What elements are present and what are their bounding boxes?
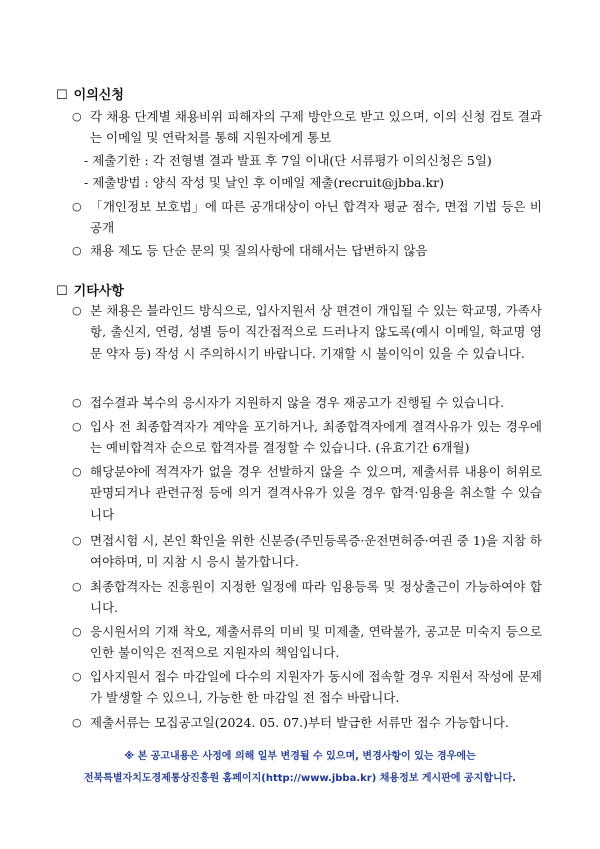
list-item (72, 416, 542, 459)
sub-item: - 제출기한 : 각 전형별 결과 발표 후 7일 이내(단 서류평가 이의신청은 5일) (84, 153, 492, 168)
list-item (72, 392, 542, 413)
bullet-icon: ○ (72, 396, 82, 409)
section-title-objection (56, 84, 124, 103)
list-item-text: 채용 제도 등 단순 문의 및 질의사항에 대해서는 답변하지 않음 (90, 243, 428, 258)
list-item (72, 712, 542, 733)
list-item-text: 해당분야에 적격자가 없을 경우 선발하지 않을 수 있으며, 제출서류 내용이 허위로 판명되거나 관련규정 등에 의거 결격사유가 있을 경우 합격·임용을 취소할 수 있습니다 (90, 464, 542, 522)
bullet-icon: ○ (72, 244, 82, 257)
list-item (72, 621, 542, 664)
bullet-icon: ○ (72, 670, 82, 683)
list-item-text: 제출서류는 모집공고일(2024. 05. 07.)부터 발급한 서류만 접수 가능합니다. (90, 715, 509, 730)
bullet-icon: ○ (72, 534, 82, 547)
list-item (72, 666, 542, 709)
list-item-text: 「개인정보 보호법」에 따른 공개대상이 아닌 합격자 평균 점수, 면접 기법 등은 비공개 (90, 199, 542, 236)
bullet-icon: ○ (72, 625, 82, 638)
checkbox-marker: ☐ (56, 88, 68, 103)
bullet-icon: ○ (72, 200, 82, 213)
list-item-text: 최종합격자는 진흥원이 지정한 일정에 따라 임용등록 및 정상출근이 가능하여야 합니다. (90, 579, 542, 616)
section-title-text: 이의신청 (73, 88, 124, 103)
bullet-icon: ○ (72, 465, 82, 478)
list-item (72, 196, 542, 239)
bullet-icon: ○ (72, 580, 82, 593)
list-item-text: 응시원서의 기재 착오, 제출서류의 미비 및 미제출, 연락불가, 공고문 미숙지 등으로 인한 불이익은 전적으로 지원자의 책임입니다. (90, 624, 542, 661)
section-title-text: 기타사항 (73, 284, 124, 299)
bullet-icon: ○ (72, 420, 82, 433)
list-item-text: 입사 전 최종합격자가 계약을 포기하거나, 최종합격자에게 결격사유가 있는 경우에는 예비합격자 순으로 합격자를 결정할 수 있습니다. (유효기간 6개월) (90, 419, 542, 456)
list-item (72, 530, 542, 573)
bullet-icon: ○ (72, 110, 82, 123)
section-title-misc (56, 280, 124, 299)
notice-line-2: 전북특별자치도경제통상진흥원 홈페이지(http://www.jbba.kr) 채용정보 게시판에 공지합니다. (83, 773, 517, 784)
bullet-icon: ○ (72, 716, 82, 729)
sub-item: - 제출방법 : 양식 작성 및 날인 후 이메일 제출(recruit@jbba.kr) (84, 175, 444, 190)
list-item (72, 461, 542, 525)
list-item-text: 각 채용 단계별 채용비위 피해자의 구제 방안으로 받고 있으며, 이의 신청 검토 결과는 이메일 및 연락처를 통해 지원자에게 통보 (90, 109, 542, 146)
bullet-icon: ○ (72, 304, 82, 317)
list-item-text: 본 채용은 블라인드 방식으로, 입사지원서 상 편견이 개입될 수 있는 학교명, 가족사항, 출신지, 연령, 성별 등이 직간접적으로 드러나지 않도록(예시 이메일, 학교명 영문 약자 등) 작성 시 주의하시기 바랍니다. 기재할 시 불이익이 있을 수 있습니다. (90, 303, 542, 361)
notice-line-1: ※ 본 공고내용은 사정에 의해 일부 변경될 수 있으며, 변경사항이 있는 경우에는 (124, 751, 476, 762)
list-item (72, 106, 542, 149)
list-item-text: 입사지원서 접수 마감일에 다수의 지원자가 동시에 접속할 경우 지원서 작성에 문제가 발생할 수 있으니, 가능한 한 마감일 전 접수 바랍니다. (90, 669, 542, 706)
list-item (72, 300, 542, 364)
list-item (72, 576, 542, 619)
list-item-text: 면접시험 시, 본인 확인을 위한 신분증(주민등록증·운전면허증·여권 중 1)을 지참 하여야하며, 미 지참 시 응시 불가합니다. (90, 533, 542, 570)
list-item (72, 240, 542, 261)
checkbox-marker: ☐ (56, 284, 68, 299)
list-item-text: 접수결과 복수의 응시자가 지원하지 않을 경우 재공고가 진행될 수 있습니다. (90, 395, 505, 410)
